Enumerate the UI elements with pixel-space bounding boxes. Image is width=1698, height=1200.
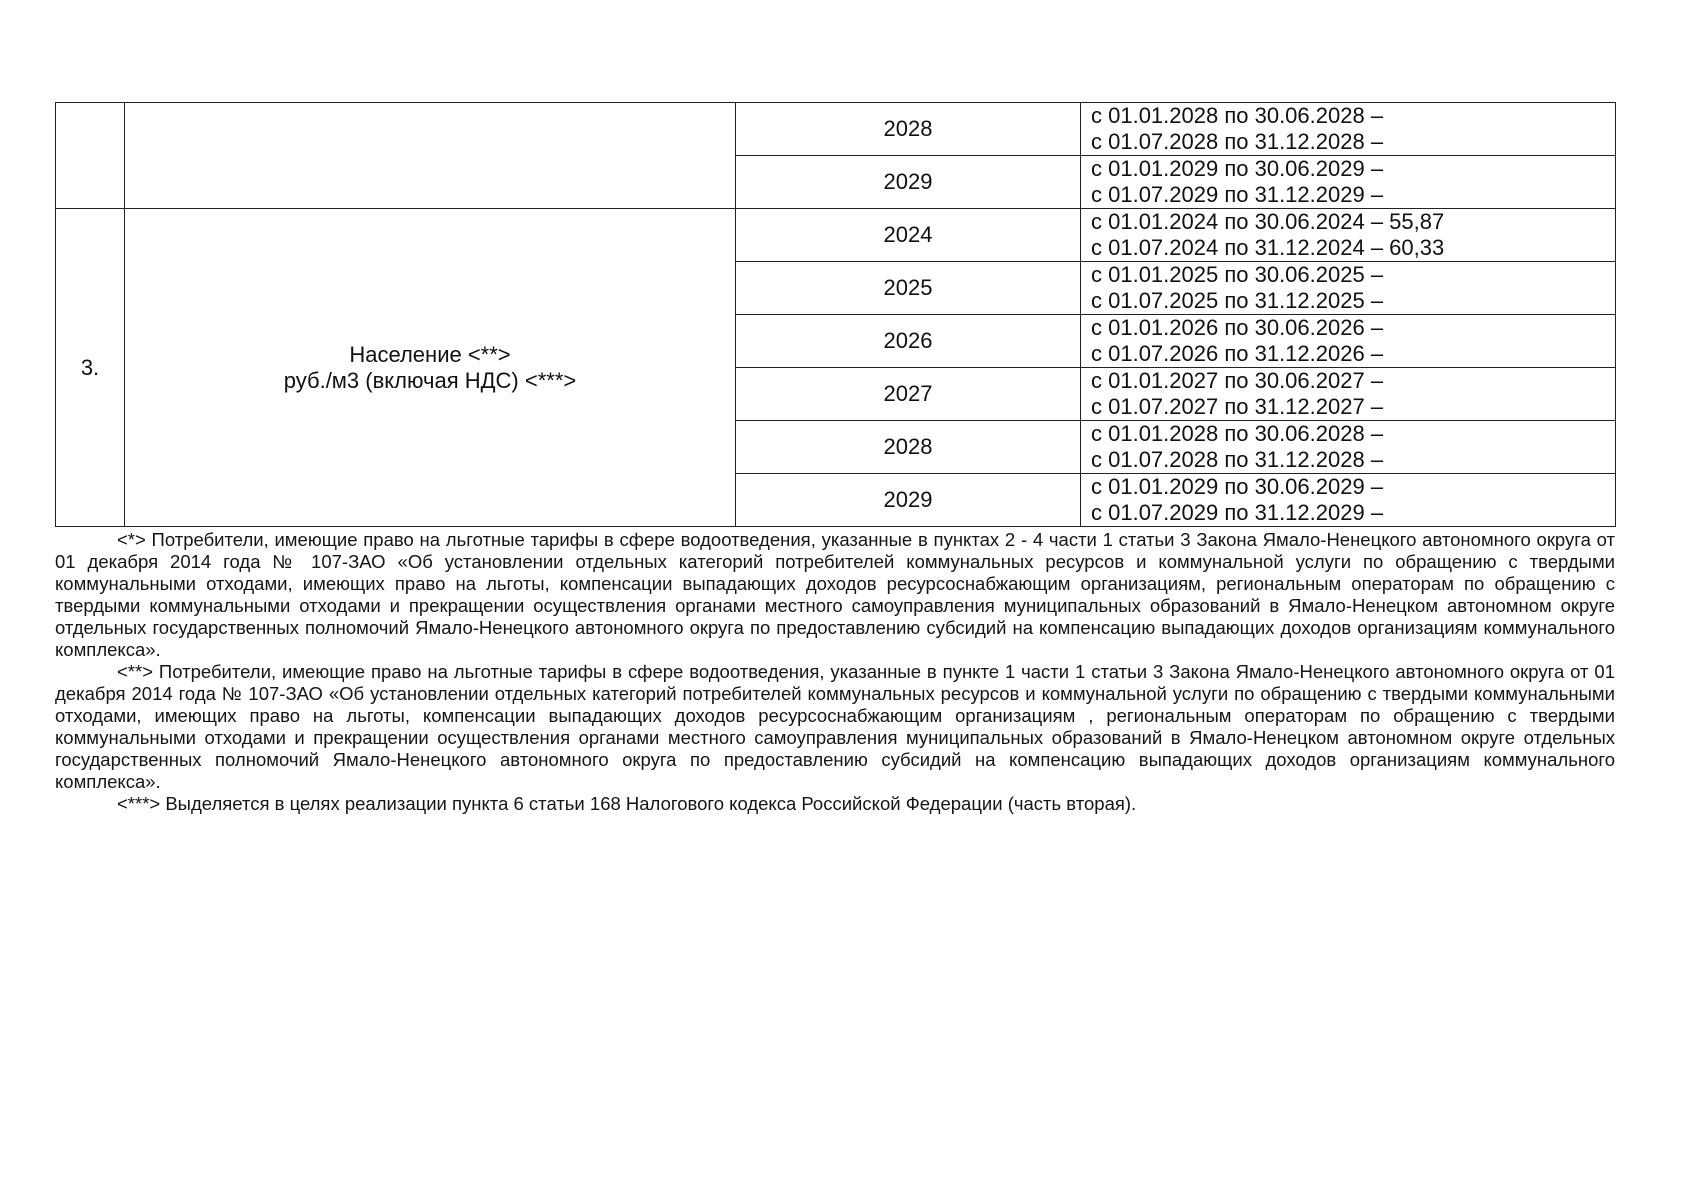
period-first-half: с 01.01.2027 по 30.06.2027 –	[1091, 368, 1384, 393]
row-number-cell: 3.	[56, 209, 125, 527]
period-first-half: с 01.01.2024 по 30.06.2024 – 55,87	[1091, 209, 1445, 234]
period-second-half: с 01.07.2028 по 31.12.2028 –	[1091, 129, 1384, 154]
consumer-category-cell	[125, 209, 736, 527]
period-cell	[1081, 262, 1616, 315]
period-second-half: с 01.07.2024 по 31.12.2024 – 60,33	[1091, 235, 1445, 260]
year-cell: 2027	[736, 368, 1081, 421]
table-row	[56, 209, 1616, 262]
period-first-half: с 01.01.2026 по 30.06.2026 –	[1091, 315, 1384, 340]
footnote-3: <***> Выделяется в целях реализации пункта 6 статьи 168 Налогового кодекса Российской Федерации (часть вторая).	[117, 793, 1137, 814]
period-first-half: с 01.01.2028 по 30.06.2028 –	[1091, 421, 1384, 446]
period-second-half: с 01.07.2027 по 31.12.2027 –	[1091, 394, 1384, 419]
row-number-cell	[56, 103, 125, 209]
consumer-category-cell	[125, 103, 736, 209]
year-cell: 2025	[736, 262, 1081, 315]
period-first-half: с 01.01.2029 по 30.06.2029 –	[1091, 156, 1384, 181]
year-cell: 2024	[736, 209, 1081, 262]
period-cell	[1081, 421, 1616, 474]
year-cell: 2028	[736, 103, 1081, 156]
table-row	[56, 103, 1616, 156]
period-second-half: с 01.07.2025 по 31.12.2025 –	[1091, 288, 1384, 313]
period-cell	[1081, 209, 1616, 262]
document-page	[55, 102, 1615, 815]
period-cell	[1081, 315, 1616, 368]
year-cell: 2029	[736, 156, 1081, 209]
period-first-half: с 01.01.2028 по 30.06.2028 –	[1091, 103, 1384, 128]
period-second-half: с 01.07.2028 по 31.12.2028 –	[1091, 447, 1384, 472]
footnote-1: <*> Потребители, имеющие право на льготные тарифы в сфере водоотведения, указанные в пунктах 2 - 4 части 1 статьи 3 Закона Ямало-Ненецкого автономного округа от 01 декабря 2014 года № 107-ЗАО «Об установлении отдельных категорий потребителей коммунальных ресурсов и коммунальной услуги по обращению с твердыми коммунальными отходами, имеющих право на льготы, компенсации выпадающих доходов ресурсоснабжающим организациям, региональным операторам по обращению с твердыми коммунальными отходами и прекращении осуществления органами местного самоуправления муниципальных образований в Ямало-Ненецком автономном округе отдельных государственных полномочий Ямало-Ненецкого автономного округа по предоставлению субсидий на компенсацию выпадающих доходов организациям коммунального комплекса».	[55, 529, 1615, 660]
period-cell	[1081, 368, 1616, 421]
year-cell: 2026	[736, 315, 1081, 368]
category-unit: руб./м3 (включая НДС) <***>	[283, 367, 577, 393]
year-cell: 2029	[736, 474, 1081, 527]
period-first-half: с 01.01.2025 по 30.06.2025 –	[1091, 262, 1384, 287]
footnotes	[55, 529, 1615, 815]
year-cell: 2028	[736, 421, 1081, 474]
footnote-2: <**> Потребители, имеющие право на льготные тарифы в сфере водоотведения, указанные в пункте 1 части 1 статьи 3 Закона Ямало-Ненецкого автономного округа от 01 декабря 2014 года № 107-ЗАО «Об установлении отдельных категорий потребителей коммунальных ресурсов и коммунальной услуги по обращению с твердыми коммунальными отходами, имеющих право на льготы, компенсации выпадающих доходов ресурсоснабжающим организациям , региональным операторам по обращению с твердыми коммунальными отходами и прекращении осуществления органами местного самоуправления муниципальных образований в Ямало-Ненецком автономном округе отдельных государственных полномочий Ямало-Ненецкого автономного округа по предоставлению субсидий на компенсацию выпадающих доходов организациям коммунального комплекса».	[55, 661, 1615, 792]
period-cell	[1081, 474, 1616, 527]
period-cell	[1081, 103, 1616, 156]
period-cell	[1081, 156, 1616, 209]
tariff-table	[55, 102, 1616, 527]
period-second-half: с 01.07.2029 по 31.12.2029 –	[1091, 500, 1384, 525]
period-second-half: с 01.07.2026 по 31.12.2026 –	[1091, 341, 1384, 366]
period-first-half: с 01.01.2029 по 30.06.2029 –	[1091, 474, 1384, 499]
category-name: Население <**>	[349, 341, 511, 367]
period-second-half: с 01.07.2029 по 31.12.2029 –	[1091, 182, 1384, 207]
